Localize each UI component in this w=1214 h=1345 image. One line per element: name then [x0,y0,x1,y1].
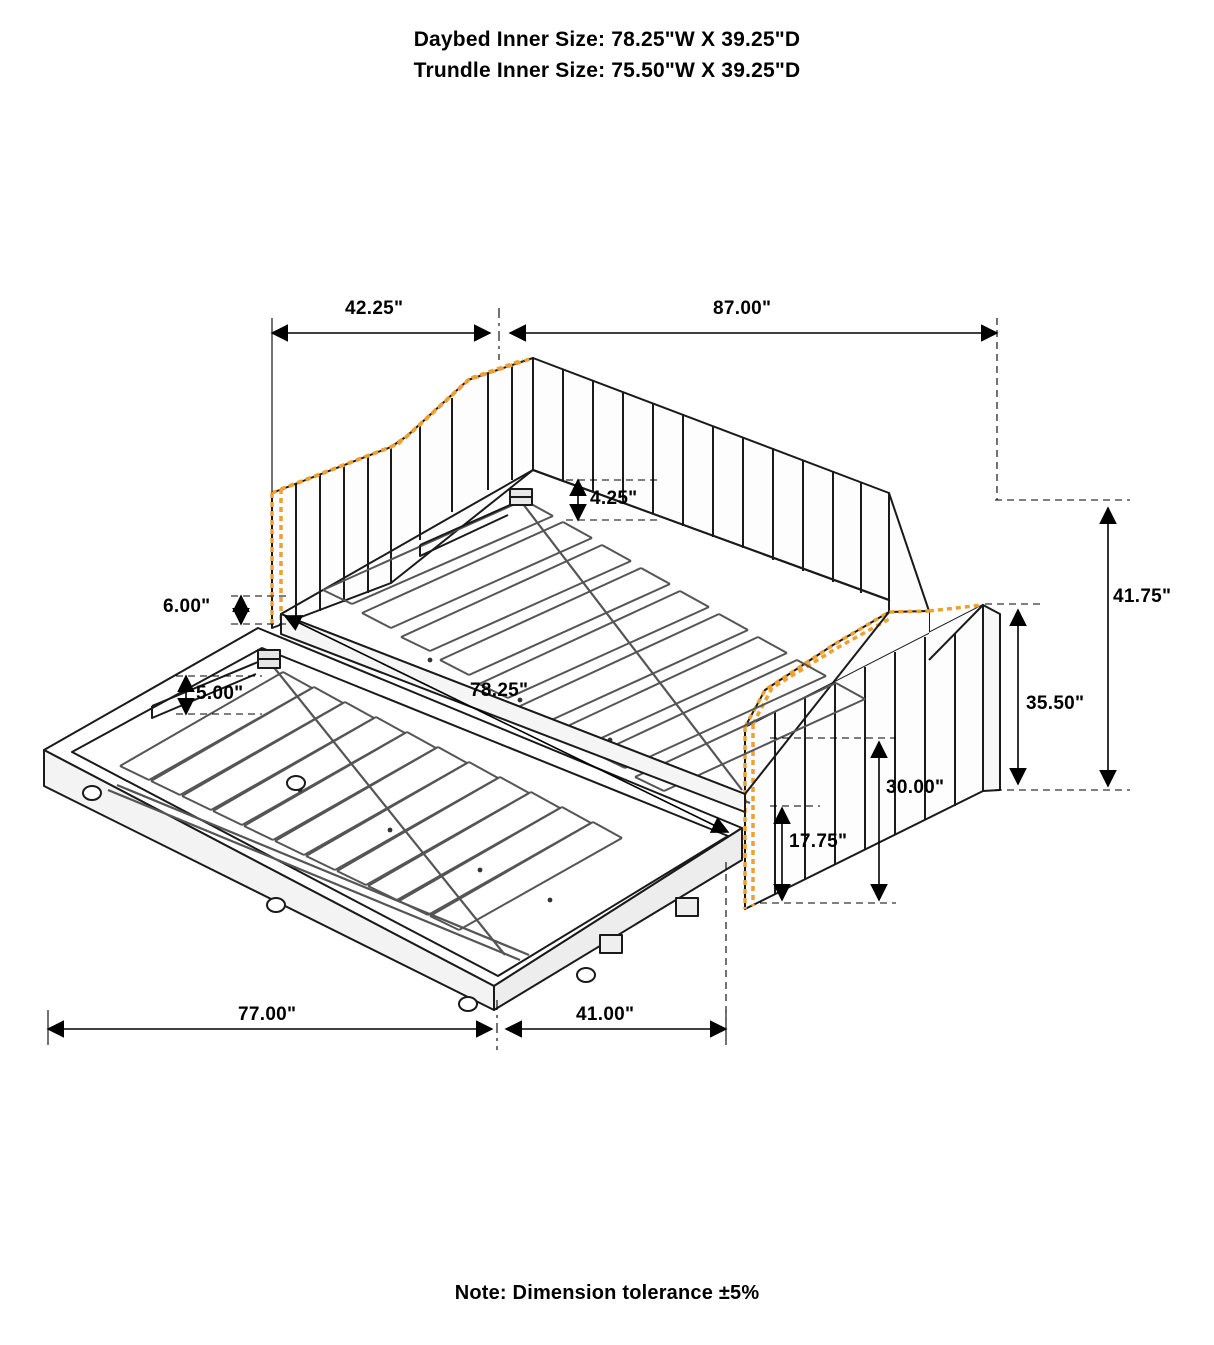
dim-label-41-75: 41.75" [1113,586,1172,607]
dim-label-6-00: 6.00" [163,596,211,617]
dim-label-17-75: 17.75" [789,831,848,852]
dim-label-4-25: 4.25" [590,488,638,509]
daybed-inner-size-line: Daybed Inner Size: 78.25"W X 39.25"D [413,28,801,51]
dim-label-77-00: 77.00" [238,1004,297,1025]
trundle-inner-size-line: Trundle Inner Size: 75.50"W X 39.25"D [413,59,801,82]
dim-label-30-00: 30.00" [886,777,945,798]
dim-label-87-00: 87.00" [713,298,772,319]
tolerance-note: Note: Dimension tolerance ±5% [454,1282,760,1304]
dim-label-35-50: 35.50" [1026,693,1085,714]
dim-label-5-00: 5.00" [196,683,244,704]
dim-label-41-00: 41.00" [576,1004,635,1025]
dim-label-42-25: 42.25" [345,298,404,319]
dim-label-78-25: 78.25" [470,680,529,701]
